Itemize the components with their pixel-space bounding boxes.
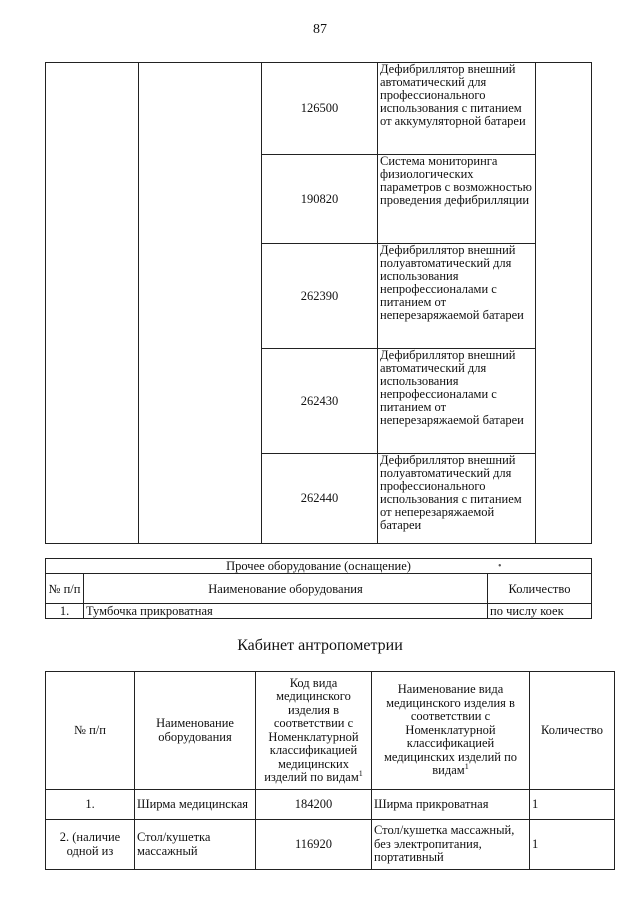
device-name: Система мониторинга физиологических параметров с возможностью проведения дефибрилляции: [378, 155, 536, 244]
footnote-marker: 1: [358, 768, 363, 778]
device-name: Дефибриллятор внешний автоматический для использования непрофессионалами с питанием от неперезаряжаемой батареи: [378, 349, 536, 454]
empty-cell: [139, 63, 262, 544]
header-name: Наименование оборудования: [84, 574, 488, 604]
device-code: 126500: [262, 63, 378, 155]
header-equipment: Наименование оборудования: [135, 672, 256, 790]
device-name: Дефибриллятор внешний полуавтоматический для использования непрофессионалами с питанием от неперезаряжаемой батареи: [378, 244, 536, 349]
header-code-text: Код вида медицинского изделия в соответствии с Номенклатурной классификацией медицинских изделий по видам: [264, 675, 359, 784]
row-kind: Ширма прикроватная: [372, 790, 530, 820]
header-num: № п/п: [46, 574, 84, 604]
header-qty: Количество: [530, 672, 615, 790]
row-num: 1.: [46, 604, 84, 619]
row-qty: 1: [530, 820, 615, 870]
anthropometry-table: [45, 671, 615, 870]
device-name: Дефибриллятор внешний автоматический для профессионального использования с питанием от аккумуляторной батареи: [378, 63, 536, 155]
empty-cell: [46, 63, 139, 544]
row-qty: 1: [530, 790, 615, 820]
row-code: 116920: [256, 820, 372, 870]
section-title: Кабинет антропометрии: [237, 637, 403, 654]
header-qty: Количество: [488, 574, 592, 604]
row-kind: Стол/кушетка массажный, без электропитания, портативный: [372, 820, 530, 870]
device-name: Дефибриллятор внешний полуавтоматический для профессионального использования с питанием от неперезаряжаемой батареи: [378, 454, 536, 544]
table-row: [46, 604, 592, 619]
table-title: Прочее оборудование (оснащение): [46, 559, 592, 574]
header-kind: [372, 672, 530, 790]
table-title-row: [46, 559, 592, 574]
header-kind-text: Наименование вида медицинского изделия в соответствии с Номенклатурной классификацией медицинских изделий по видам: [383, 682, 518, 778]
device-code: 262440: [262, 454, 378, 544]
row-name: Тумбочка прикроватная: [84, 604, 488, 619]
table-row: [46, 63, 592, 155]
device-code: 262390: [262, 244, 378, 349]
row-equipment: Стол/кушетка массажный: [135, 820, 256, 870]
scan-speck: •: [498, 561, 502, 572]
defibrillator-table: [45, 62, 592, 544]
row-qty: по числу коек: [488, 604, 592, 619]
row-equipment: Ширма медицинская: [135, 790, 256, 820]
table-row: [46, 790, 615, 820]
row-num: 2. (наличие одной из: [46, 820, 135, 870]
header-num: № п/п: [46, 672, 135, 790]
table-row: [46, 820, 615, 870]
table-header-row: [46, 672, 615, 790]
empty-cell: [536, 63, 592, 544]
other-equipment-table: [45, 558, 592, 619]
page-number: 87: [313, 22, 327, 37]
row-num: 1.: [46, 790, 135, 820]
footnote-marker: 1: [464, 762, 469, 772]
table-header-row: [46, 574, 592, 604]
header-code: [256, 672, 372, 790]
row-code: 184200: [256, 790, 372, 820]
device-code: 262430: [262, 349, 378, 454]
device-code: 190820: [262, 155, 378, 244]
